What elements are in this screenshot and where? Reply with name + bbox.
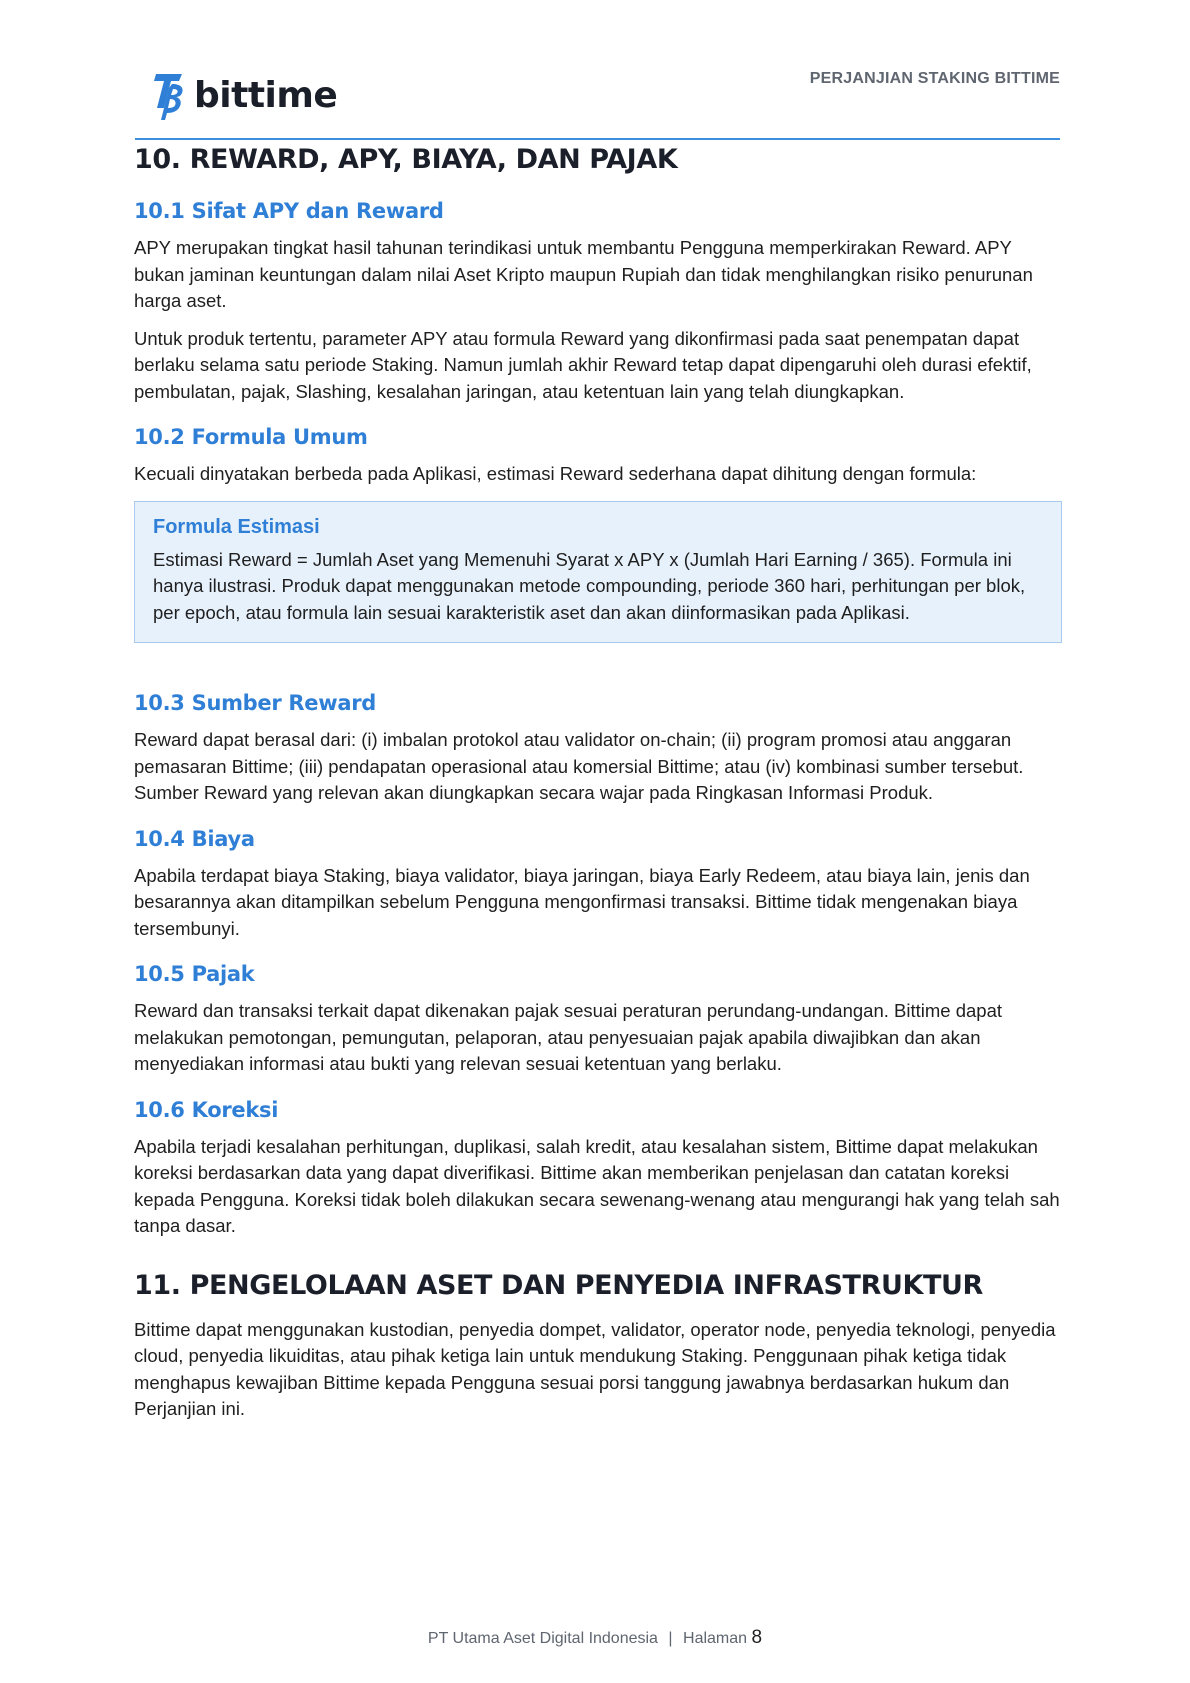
footer-company: PT Utama Aset Digital Indonesia: [427, 1630, 658, 1647]
section-10-1-paragraph-1: APY merupakan tingkat hasil tahunan terindikasi untuk membantu Pengguna memperkirakan Reward. APY bukan jaminan keuntungan dalam nilai Aset Kripto maupun Rupiah dan tidak menghilangkan risiko penurunan harga aset.: [134, 237, 1033, 311]
section-10-1-heading: 10.1 Sifat APY dan Reward: [134, 199, 444, 223]
footer-separator: |: [668, 1630, 673, 1647]
section-11-heading: 11. PENGELOLAAN ASET DAN PENYEDIA INFRASTRUKTUR: [134, 1269, 983, 1301]
section-10-2-heading: 10.2 Formula Umum: [134, 425, 368, 449]
footer-page-number: 8: [751, 1627, 763, 1648]
formula-box-title: Formula Estimasi: [153, 515, 320, 538]
page-header: [135, 62, 1060, 140]
page-footer: [0, 1627, 1190, 1649]
section-10-1-paragraph-2: Untuk produk tertentu, parameter APY atau formula Reward yang dikonfirmasi pada saat penempatan dapat berlaku selama satu periode Staking. Namun jumlah akhir Reward tetap dapat dipengaruhi oleh durasi efektif, pembulatan, pajak, Slashing, kesalahan jaringan, atau ketentuan lain yang telah diungkapkan.: [134, 327, 1032, 402]
header-divider: [135, 138, 1060, 140]
logo-wordmark: bittime: [194, 74, 338, 116]
document-title: PERJANJIAN STAKING BITTIME: [809, 70, 1060, 87]
section-10-5-heading: 10.5 Pajak: [134, 962, 255, 986]
page-content: [134, 142, 1062, 1423]
section-10-heading: 10. REWARD, APY, BIAYA, DAN PAJAK: [134, 144, 678, 175]
section-10-6-paragraph: Apabila terjadi kesalahan perhitungan, duplikasi, salah kredit, atau kesalahan sistem, Bittime dapat melakukan koreksi berdasarkan data yang dapat diverifikasi. Bittime akan memberikan penjelasan dan catatan koreksi kepada Pengguna. Koreksi tidak boleh dilakukan secara sewenang-wenang atau mengurangi hak yang telah sah tanpa dasar.: [134, 1135, 1060, 1236]
section-10-3-paragraph: Reward dapat berasal dari: (i) imbalan protokol atau validator on-chain; (ii) program promosi atau anggaran pemasaran Bittime; (iii) pendapatan operasional atau komersial Bittime; atau (iv) kombinasi sumber tersebut. Sumber Reward yang relevan akan diungkapkan secara wajar pada Ringkasan Informasi Produk.: [134, 729, 1024, 803]
section-10-5-paragraph: Reward dan transaksi terkait dapat dikenakan pajak sesuai peraturan perundang-undangan. Bittime dapat melakukan pemotongan, pemungutan, pelaporan, atau penyesuaian pajak apabila diwajibkan dan akan menyediakan informasi atau bukti yang relevan sesuai ketentuan yang berlaku.: [134, 1000, 1003, 1074]
section-11-paragraph: Bittime dapat menggunakan kustodian, penyedia dompet, validator, operator node, penyedia teknologi, penyedia cloud, penyedia likuiditas, atau pihak ketiga lain untuk mendukung Staking. Penggunaan pihak ketiga tidak menghapus kewajiban Bittime kepada Pengguna sesuai porsi tanggung jawabnya berdasarkan hukum dan Perjanjian ini.: [134, 1318, 1056, 1419]
bittime-logo: [152, 68, 337, 122]
bittime-logo-icon: [152, 68, 188, 122]
section-10-2-paragraph: Kecuali dinyatakan berbeda pada Aplikasi, estimasi Reward sederhana dapat dihitung dengan formula:: [134, 463, 977, 484]
section-10-4-heading: 10.4 Biaya: [134, 826, 255, 851]
footer-page-label: Halaman: [683, 1630, 748, 1647]
section-10-6-heading: 10.6 Koreksi: [134, 1097, 279, 1122]
section-10-4-paragraph: Apabila terdapat biaya Staking, biaya validator, biaya jaringan, biaya Early Redeem, atau biaya lain, jenis dan besarannya akan ditampilkan sebelum Pengguna mengonfirmasi transaksi. Bittime tidak mengenakan biaya tersembunyi.: [134, 864, 1030, 939]
formula-box-text: Estimasi Reward = Jumlah Aset yang Memenuhi Syarat x APY x (Jumlah Hari Earning / 365). Formula ini hanya ilustrasi. Produk dapat menggunakan metode compounding, periode 360 hari, perhitungan per blok, per epoch, atau formula lain sesuai karakteristik aset dan akan diinformasikan pada Aplikasi.: [153, 548, 1026, 623]
section-10-3-heading: 10.3 Sumber Reward: [134, 691, 376, 715]
formula-box: [134, 501, 1062, 644]
